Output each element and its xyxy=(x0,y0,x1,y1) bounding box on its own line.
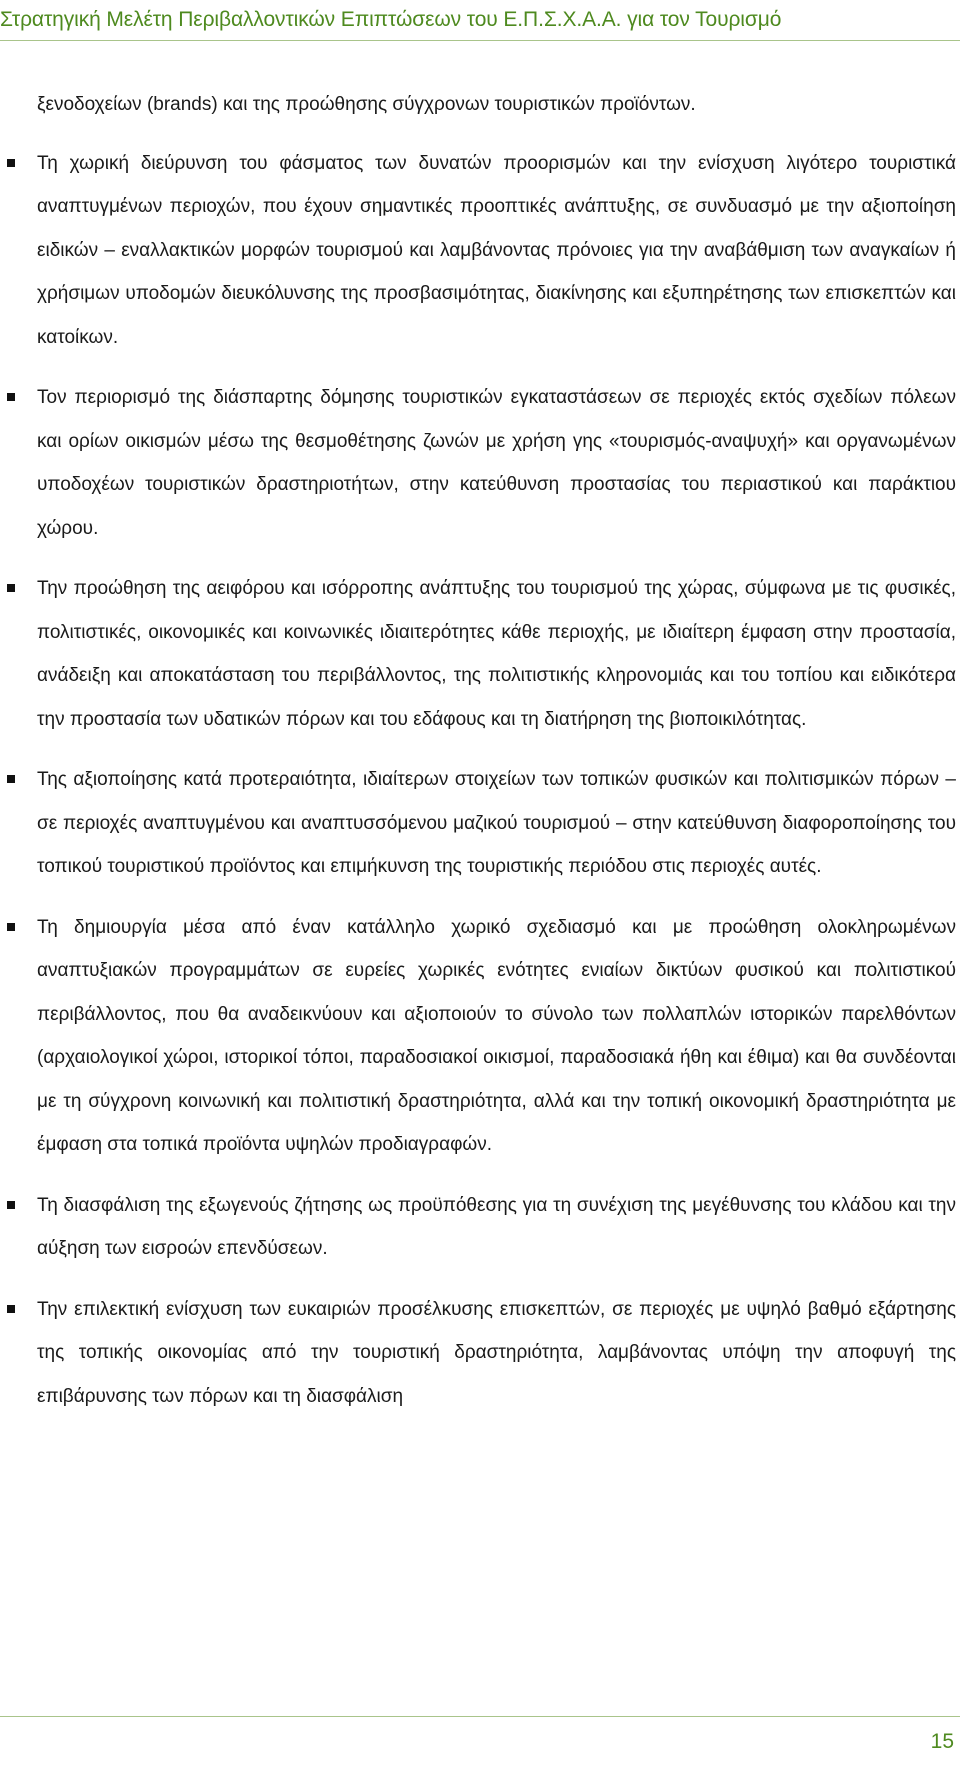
list-item-text: Τη χωρική διεύρυνση του φάσματος των δυνατών προορισμών και την ενίσχυση λιγότερο τουριστικά αναπτυγμένων περιοχών, που έχουν σημαντικές προοπτικές ανάπτυξης, σε συνδυασμό με την αξιοποίηση ειδικών – εναλλακτικών μορφών τουρισμού και λαμβάνοντας πρόνοιες για την αναβάθμιση των αναγκαίων ή χρήσιμων υποδομών διευκόλυνσης της προσβασιμότητας, διακίνησης και εξυπηρέτησης των επισκεπτών και κατοίκων. xyxy=(37,152,956,348)
continued-paragraph: ξενοδοχείων (brands) και της προώθησης σύγχρονων τουριστικών προϊόντων. xyxy=(37,94,696,115)
footer-rule xyxy=(0,1716,960,1717)
square-bullet-icon xyxy=(7,584,15,592)
list-item xyxy=(37,567,956,741)
list-item-text: Τον περιορισμό της διάσπαρτης δόμησης τουριστικών εγκαταστάσεων σε περιοχές εκτός σχεδίων πόλεων και ορίων οικισμών μέσω της θεσμοθέτησης ζωνών με χρήση γης «τουρισμός-αναψυχή» και οργανωμένων υποδοχέων τουριστικών δραστηριοτήτων, στην κατεύθυνση προστασίας του περιαστικού και παράκτιου χώρου. xyxy=(37,387,956,539)
page-number: 15 xyxy=(930,1730,954,1753)
header-rule xyxy=(0,40,960,41)
square-bullet-icon xyxy=(7,159,15,167)
list-item xyxy=(37,376,956,550)
square-bullet-icon xyxy=(7,1305,15,1313)
list-item-text: Την επιλεκτική ενίσχυση των ευκαιριών προσέλκυσης επισκεπτών, σε περιοχές με υψηλό βαθμό εξάρτησης της τοπικής οικονομίας από την τουριστική δραστηριότητα, λαμβάνοντας υπόψη την αποφυγή της επιβάρυνσης των πόρων και τη διασφάλιση xyxy=(37,1298,956,1407)
list-item xyxy=(37,1184,956,1271)
list-item-text: Τη δημιουργία μέσα από έναν κατάλληλο χωρικό σχεδιασμό και με προώθηση ολοκληρωμένων αναπτυξιακών προγραμμάτων σε ευρείες χωρικές ενότητες ενιαίων δικτύων φυσικού και πολιτιστικού περιβάλλοντος, που θα αναδεικνύουν και αξιοποιούν το σύνολο των πολλαπλών ιστορικών παρελθόντων (αρχαιολογικοί χώροι, ιστορικοί τόποι, παραδοσιακοί οικισμοί, παραδοσιακά ήθη και έθιμα) και θα συνδέονται με τη σύγχρονη κοινωνική και πολιτιστική δραστηριότητα, αλλά και την τοπική οικονομική δραστηριότητα με έμφαση στα τοπικά προϊόντα υψηλών προδιαγραφών. xyxy=(37,916,956,1155)
list-item-text: Τη διασφάλιση της εξωγενούς ζήτησης ως προϋπόθεσης για τη συνέχιση της μεγέθυνσης του κλάδου και την αύξηση των εισροών επενδύσεων. xyxy=(37,1194,956,1259)
list-item xyxy=(37,142,956,360)
list-item-text: Την προώθηση της αειφόρου και ισόρροπης ανάπτυξης του τουρισμού της χώρας, σύμφωνα με τις φυσικές, πολιτιστικές, οικονομικές και κοινωνικές ιδιαιτερότητες κάθε περιοχής, με ιδιαίτερη έμφαση στην προστασία, ανάδειξη και αποκατάσταση του περιβάλλοντος, της πολιτιστικής κληρονομιάς και του τοπίου και ειδικότερα την προστασία των υδατικών πόρων και του εδάφους και τη διατήρηση της βιοποικιλότητας. xyxy=(37,578,956,730)
square-bullet-icon xyxy=(7,923,15,931)
document-body xyxy=(37,83,956,1435)
bullet-list xyxy=(37,142,956,1419)
running-header: Στρατηγική Μελέτη Περιβαλλοντικών Επιπτώσεων του Ε.Π.Σ.Χ.Α.Α. για τον Τουρισμό xyxy=(0,8,782,31)
square-bullet-icon xyxy=(7,1201,15,1209)
list-item xyxy=(37,906,956,1167)
list-item xyxy=(37,758,956,889)
square-bullet-icon xyxy=(7,775,15,783)
list-item-text: Της αξιοποίησης κατά προτεραιότητα, ιδιαίτερων στοιχείων των τοπικών φυσικών και πολιτισμικών πόρων – σε περιοχές αναπτυγμένου και αναπτυσσόμενου μαζικού τουρισμού – στην κατεύθυνση διαφοροποίησης του τοπικού τουριστικού προϊόντος και επιμήκυνση της τουριστικής περιόδου στις περιοχές αυτές. xyxy=(37,769,956,877)
list-item xyxy=(37,1288,956,1419)
square-bullet-icon xyxy=(7,393,15,401)
